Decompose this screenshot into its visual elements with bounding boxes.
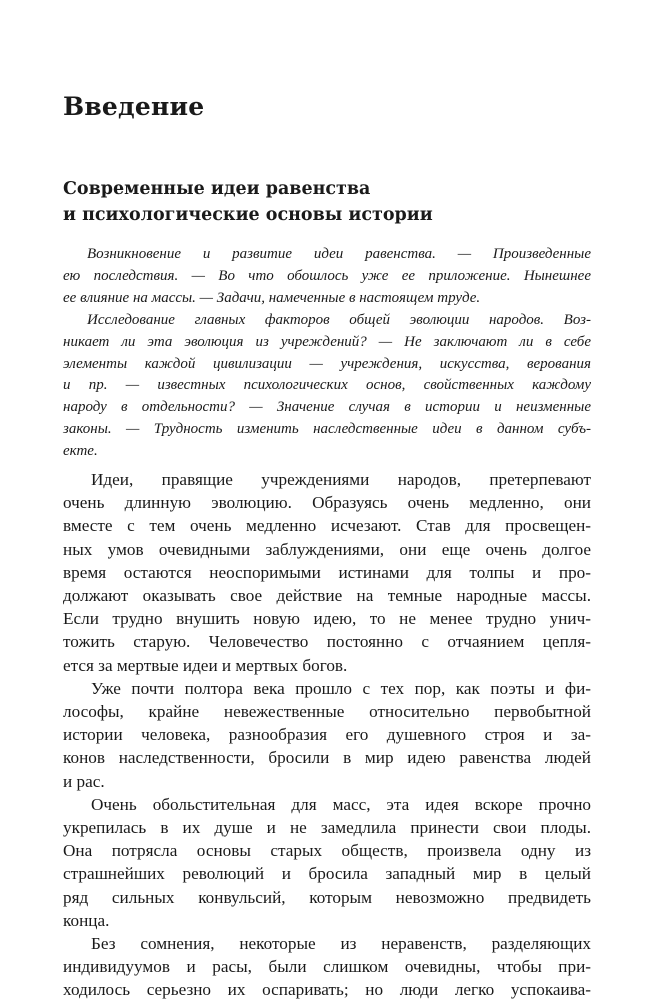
- abstract-line: ею последствия. — Во что обошлось уже ее приложение. Нынешнее: [63, 267, 591, 284]
- abstract-line: Возникновение и развитие идеи равенства. — Произведенные: [87, 246, 591, 262]
- body-line: Она потрясла основы старых обществ, произвела одну из: [63, 841, 591, 861]
- body-line: и рас.: [63, 771, 105, 791]
- body-line: конов наследственности, бросили в мир идею равенства людей: [63, 748, 591, 768]
- section-title-line: и психологические основы истории: [63, 205, 433, 225]
- body-text: [63, 468, 591, 1002]
- chapter-title: Введение: [63, 92, 205, 121]
- body-line: Очень обольстительная для масс, эта идея вскоре прочно: [91, 794, 591, 814]
- body-line: ходилось серьезно их оспаривать; но люди легко успокаива-: [63, 980, 591, 1000]
- body-line: Без сомнения, некоторые из неравенств, разделяющих: [91, 934, 591, 954]
- body-line: Если трудно внушить новую идею, то не менее трудно унич-: [63, 609, 591, 629]
- abstract-line: законы. — Трудность изменить наследственные идеи в данном субъ-: [63, 421, 591, 438]
- abstract-line: народу в отдельности? — Значение случая в истории и неизменные: [63, 399, 591, 416]
- abstract-line: никает ли эта эволюция из учреждений? — Не заключают ли в себе: [63, 333, 591, 350]
- body-line: вместе с тем очень медленно исчезают. Став для просвещен-: [63, 516, 591, 536]
- body-line: Уже почти полтора века прошло с тех пор, как поэты и фи-: [91, 678, 591, 698]
- body-line: очень длинную эволюцию. Образуясь очень медленно, они: [63, 493, 591, 513]
- body-line: ряд сильных конвульсий, которым невозможно предвидеть: [63, 887, 591, 907]
- body-line: ных умов очевидными заблуждениями, они еще очень долгое: [63, 539, 591, 559]
- body-line: должают оказывать свое действие на темные народные массы.: [63, 586, 591, 606]
- body-line: истории человека, разнообразия его душевного строя и за-: [63, 725, 591, 745]
- section-title-line: Современные идеи равенства: [63, 179, 371, 199]
- body-line: укрепилась в их душе и не замедлила принести свои плоды.: [63, 818, 591, 838]
- section-title: [63, 176, 433, 228]
- body-line: Идеи, правящие учреждениями народов, претерпевают: [91, 470, 591, 489]
- body-line: индивидуумов и расы, были слишком очевидны, чтобы при-: [63, 957, 591, 977]
- body-line: тожить старую. Человечество постоянно с отчаянием цепля-: [63, 632, 591, 652]
- body-line: ется за мертвые идеи и мертвых богов.: [63, 655, 348, 675]
- body-line: время остаются неоспоримыми истинами для толпы и про-: [63, 562, 591, 582]
- body-line: страшнейших революций и бросила западный мир в целый: [63, 864, 591, 884]
- abstract-line: ее влияние на массы. — Задачи, намеченные в настоящем труде.: [63, 289, 481, 306]
- abstract-line: Исследование главных факторов общей эволюции народов. Воз-: [87, 311, 591, 328]
- abstract-line: и пр. — известных психологических основ, свойственных каждому: [63, 377, 591, 394]
- chapter-abstract: [63, 244, 591, 463]
- abstract-line: элементы каждой цивилизации — учреждения, искусства, верования: [63, 355, 591, 372]
- abstract-line: екте.: [63, 443, 98, 460]
- body-line: конца.: [63, 910, 110, 930]
- body-line: лософы, крайне невежественные относительно первобытной: [63, 702, 591, 722]
